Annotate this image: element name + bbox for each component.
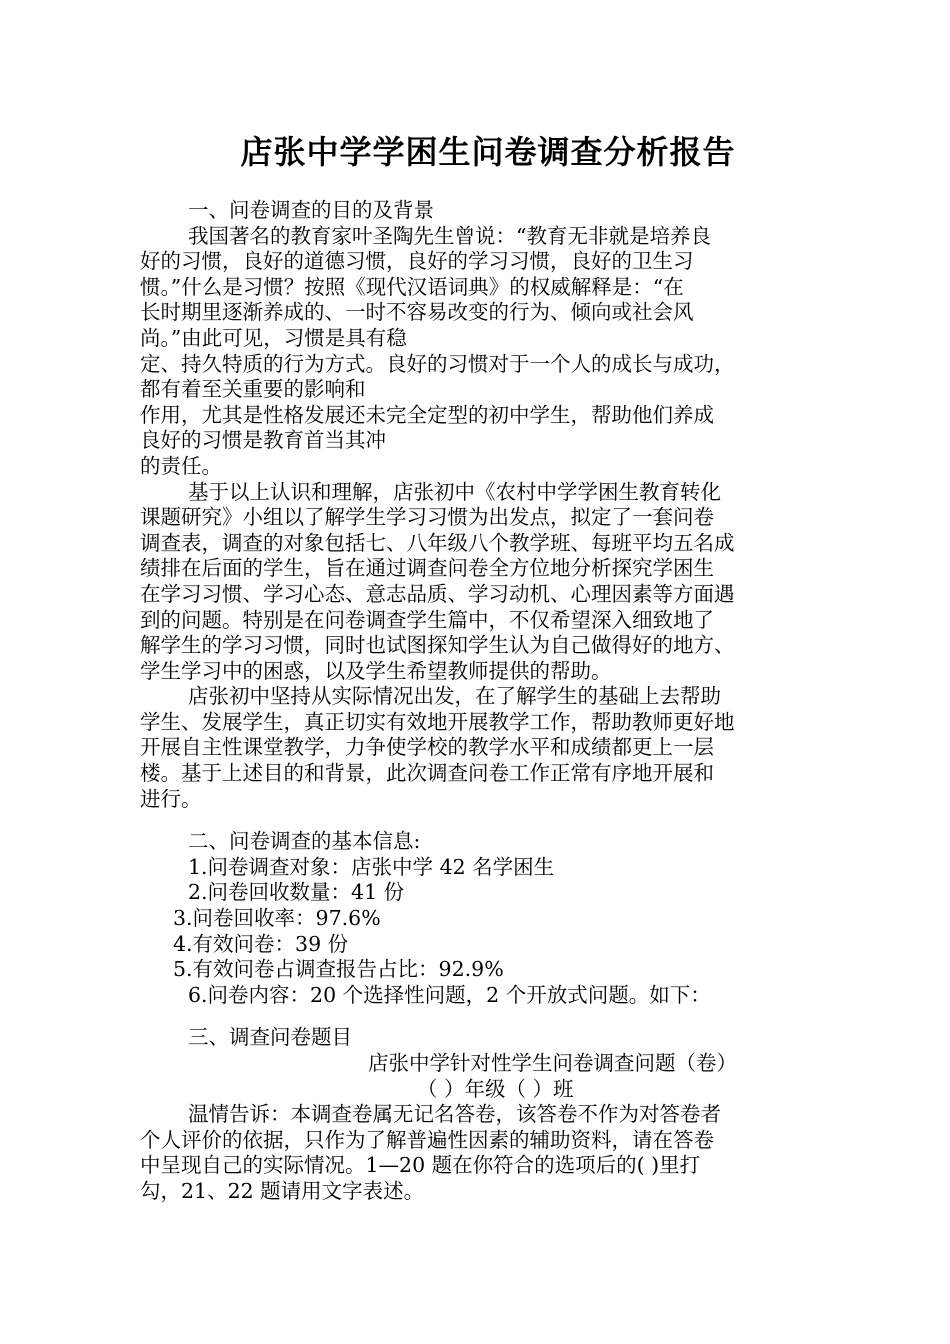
info-item: 5.有效问卷占调查报告占比：92.9% xyxy=(173,957,504,982)
notice-line: 个人评价的依据，只作为了解普遍性因素的辅助资料，请在答卷 xyxy=(140,1127,714,1152)
page-title: 店张中学学困生问卷调查分析报告 xyxy=(240,133,736,171)
paragraph-line: 调查表，调查的对象包括七、八年级八个教学班、每班平均五名成 xyxy=(140,530,735,555)
questionnaire-title: 店张中学针对性学生问卷调查问题（卷） xyxy=(368,1051,737,1075)
paragraph-line: 好的习惯，良好的道德习惯，良好的学习习惯，良好的卫生习 xyxy=(140,249,694,274)
paragraph-line: 进行。 xyxy=(140,786,202,811)
section-heading-3: 三、调查问卷题目 xyxy=(188,1025,352,1050)
section-heading-1: 一、问卷调查的目的及背景 xyxy=(188,198,434,222)
paragraph-line: 学生学习中的困惑，以及学生希望教师提供的帮助。 xyxy=(140,658,612,683)
info-item: 3.问卷回收率：97.6% xyxy=(173,906,381,931)
paragraph-line: 我国著名的教育家叶圣陶先生曾说：“教育无非就是培养良 xyxy=(188,223,711,248)
paragraph-line: 绩排在后面的学生，旨在通过调查问卷全方位地分析探究学困生 xyxy=(140,556,714,581)
paragraph-line: 定、持久特质的行为方式。良好的习惯对于一个人的成长与成功， xyxy=(140,351,735,376)
section-heading-2: 二、问卷调查的基本信息: xyxy=(188,829,421,854)
paragraph-line: 楼。基于上述目的和背景，此次调查问卷工作正常有序地开展和 xyxy=(140,761,714,786)
info-item: 6.问卷内容：20 个选择性问题，2 个开放式问题。如下： xyxy=(188,982,711,1007)
document-body xyxy=(140,198,830,1205)
paragraph-line: 基于以上认识和理解，店张初中《农村中学学困生教育转化 xyxy=(188,479,721,504)
paragraph-line: 的责任。 xyxy=(140,453,222,478)
grade-class-line: （ ）年级（ ）班 xyxy=(417,1076,574,1101)
paragraph-line: 良好的习惯是教育首当其冲 xyxy=(140,428,386,453)
paragraph-line: 尚。”由此可见，习惯是具有稳 xyxy=(140,325,407,350)
notice-line: 中呈现自己的实际情况。1—20 题在你符合的选项后的( )里打 xyxy=(140,1153,701,1178)
notice-line: 勾，21、22 题请用文字表述。 xyxy=(140,1178,425,1203)
paragraph-line: 学生、发展学生，真正切实有效地开展教学工作，帮助教师更好地 xyxy=(140,709,735,734)
paragraph-line: 解学生的学习习惯，同时也试图探知学生认为自己做得好的地方、 xyxy=(140,633,735,658)
paragraph-line: 都有着至关重要的影响和 xyxy=(140,377,366,402)
notice-line: 温情告诉：本调查卷属无记名答卷，该答卷不作为对答卷者 xyxy=(188,1102,721,1127)
info-item: 4.有效问卷：39 份 xyxy=(173,931,349,956)
paragraph-line: 长时期里逐渐养成的、一时不容易改变的行为、倾向或社会风 xyxy=(140,300,694,325)
blank-line xyxy=(140,812,830,829)
paragraph-line: 课题研究》小组以了解学生学习习惯为出发点，拟定了一套问卷 xyxy=(140,505,714,530)
info-item: 1.问卷调查对象：店张中学 42 名学困生 xyxy=(188,854,555,879)
info-item: 2.问卷回收数量：41 份 xyxy=(188,880,405,905)
paragraph-line: 作用，尤其是性格发展还未完全定型的初中学生，帮助他们养成 xyxy=(140,402,714,427)
paragraph-line: 在学习习惯、学习心态、意志品质、学习动机、心理因素等方面遇 xyxy=(140,581,735,606)
paragraph-line: 店张初中坚持从实际情况出发，在了解学生的基础上去帮助 xyxy=(188,684,721,709)
blank-line xyxy=(140,1008,830,1025)
paragraph-line: 到的问题。特别是在问卷调查学生篇中，不仅希望深入细致地了 xyxy=(140,607,714,632)
paragraph-line: 惯。”什么是习惯？按照《现代汉语词典》的权威解释是：“在 xyxy=(140,274,684,299)
paragraph-line: 开展自主性课堂教学，力争使学校的教学水平和成绩都更上一层 xyxy=(140,735,714,760)
